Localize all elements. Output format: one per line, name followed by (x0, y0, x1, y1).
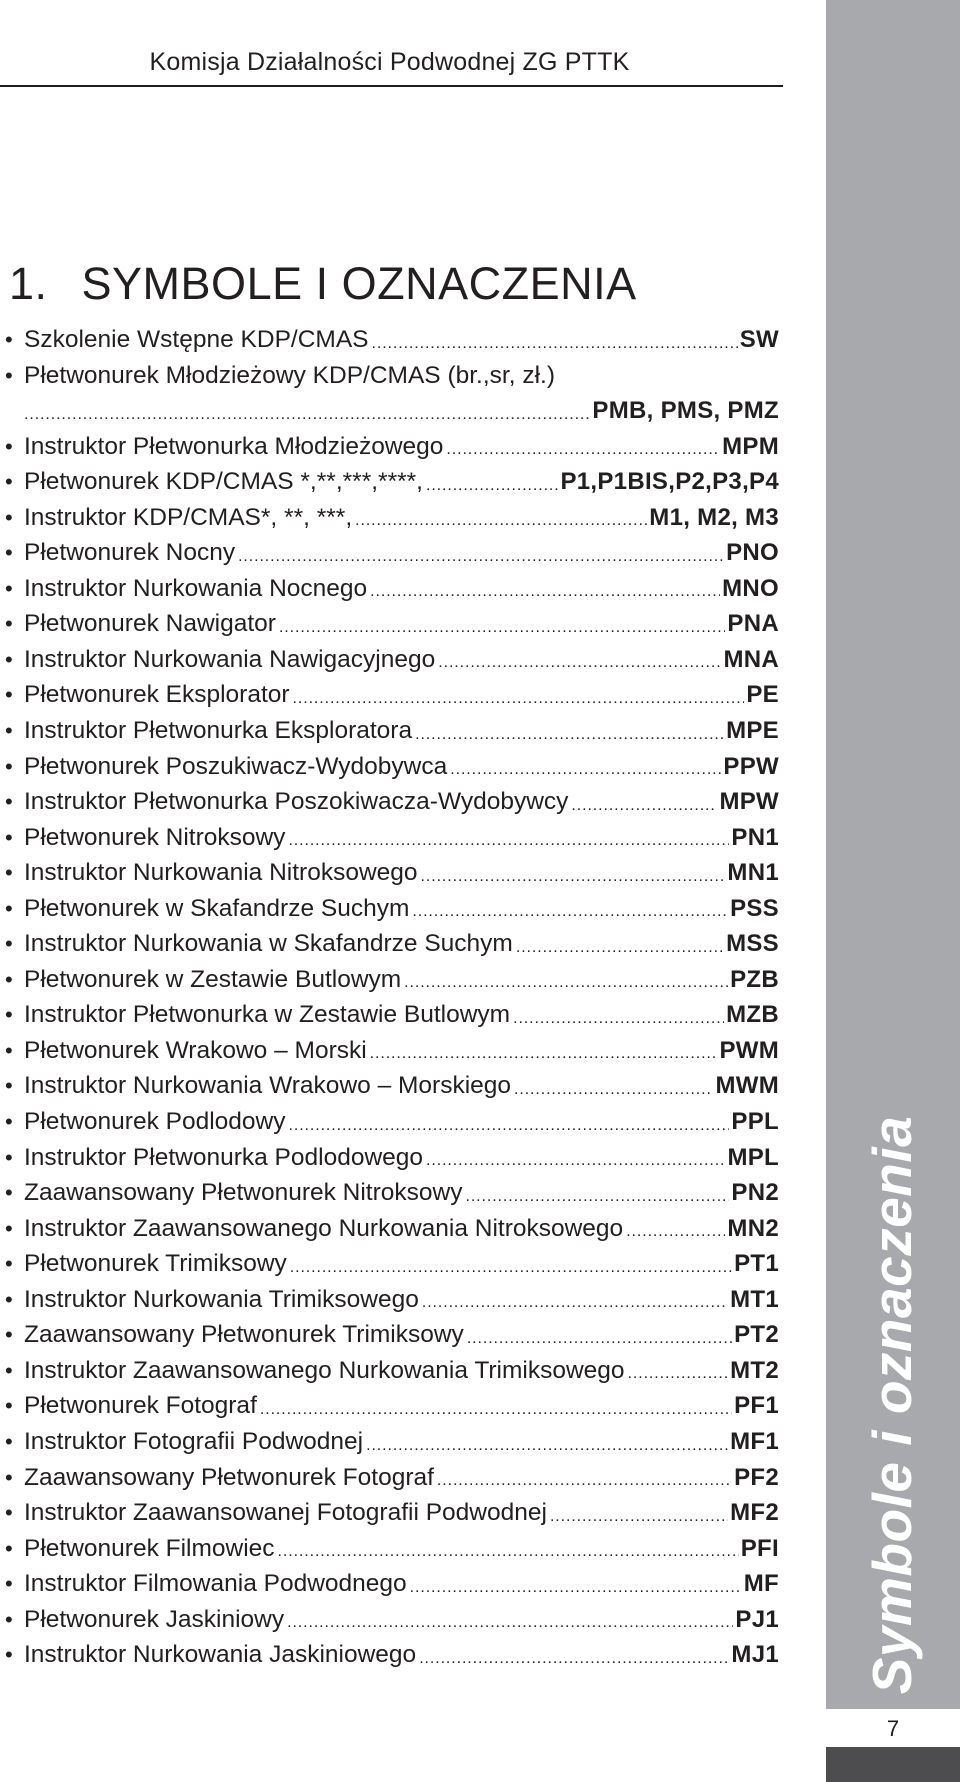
bullet-icon: • (5, 1109, 13, 1135)
list-item (0, 891, 779, 927)
bullet-icon: • (5, 1606, 13, 1632)
bullet-icon: • (5, 469, 13, 495)
dot-leader (446, 429, 720, 464)
entry-label: Instruktor Płetwonurka Podlodowego (24, 1143, 424, 1171)
bullet-icon: • (5, 575, 13, 601)
list-item (0, 1531, 779, 1567)
dot-leader (24, 394, 590, 429)
list-item (0, 1495, 779, 1531)
entry-symbol: MPL (727, 1143, 779, 1171)
entry-label: Zaawansowany Płetwonurek Fotograf (24, 1463, 434, 1491)
entry-symbol: MT2 (730, 1356, 779, 1384)
dot-leader (410, 1567, 742, 1602)
dot-leader (438, 642, 721, 677)
section-title (9, 258, 637, 310)
entry-symbol: PZB (730, 965, 779, 993)
entry-label: Instruktor Płetwonurka Poszokiwacza-Wydobywcy (24, 788, 569, 816)
entry-symbol: MWM (715, 1072, 779, 1100)
entry-label: Instruktor Nurkowania Trimiksowego (24, 1285, 419, 1313)
entry-label: Płetwonurek KDP/CMAS *,**,***,****, (24, 468, 423, 496)
dot-leader (287, 1602, 733, 1637)
list-item (0, 358, 779, 394)
bullet-icon: • (5, 327, 13, 352)
entry-symbol: MJ1 (731, 1641, 779, 1669)
entry-symbol: PN1 (731, 823, 779, 851)
entry-symbol: MZB (726, 1001, 779, 1029)
entry-label: Instruktor Nurkowania Nawigacyjnego (24, 645, 436, 673)
bullet-icon: • (5, 895, 13, 921)
entry-label: Płetwonurek Nocny (24, 539, 236, 567)
list-item (0, 1175, 779, 1211)
entry-symbol: PWM (719, 1036, 779, 1064)
dot-leader (513, 998, 724, 1033)
list-item (0, 1140, 779, 1176)
list-item (0, 429, 779, 465)
entry-label: Instruktor Zaawansowanego Nurkowania Nitroksowego (24, 1214, 624, 1242)
list-item (0, 962, 779, 998)
page-number: 7 (826, 1711, 960, 1747)
bullet-icon: • (5, 1251, 13, 1277)
bullet-icon: • (5, 682, 13, 708)
bullet-icon: • (5, 718, 13, 744)
list-item (0, 642, 779, 678)
dot-leader (426, 465, 558, 500)
dot-leader (289, 1105, 730, 1140)
entry-label: Instruktor Płetwonurka Młodzieżowego (24, 432, 444, 460)
entry-symbol: PF2 (734, 1463, 779, 1491)
bullet-icon: • (5, 1180, 13, 1206)
entry-symbol: PPL (731, 1108, 779, 1136)
bullet-icon: • (5, 1500, 13, 1526)
entry-label: Płetwonurek Trimiksowy (24, 1250, 287, 1278)
dot-leader (293, 678, 745, 713)
entry-label: Płetwonurek Jaskiniowy (24, 1605, 285, 1633)
entry-label: Zaawansowany Płetwonurek Nitroksowy (24, 1179, 463, 1207)
bullet-icon: • (5, 362, 13, 388)
bullet-icon: • (5, 1286, 13, 1312)
bullet-icon: • (5, 611, 13, 637)
dot-leader (421, 856, 726, 891)
entry-symbol: PN2 (731, 1179, 779, 1207)
entry-label: Instruktor Płetwonurka Eksploratora (24, 717, 413, 745)
bullet-icon: • (5, 1073, 13, 1099)
dot-leader (278, 1531, 739, 1566)
entry-symbol: MNA (723, 645, 779, 673)
entry-symbol: MF2 (730, 1499, 779, 1527)
bullet-icon: • (5, 1144, 13, 1170)
dot-leader (415, 714, 724, 749)
entry-label: Płetwonurek Nawigator (24, 610, 276, 638)
list-item (0, 535, 779, 571)
bullet-icon: • (5, 860, 13, 886)
dot-leader (516, 927, 724, 962)
entry-symbol: M1, M2, M3 (649, 503, 779, 531)
bullet-icon: • (5, 789, 13, 815)
list-item (0, 997, 779, 1033)
list-item (0, 1602, 779, 1638)
side-tab-title: Symbole i oznaczenia (861, 1115, 923, 1695)
list-item (0, 1246, 779, 1282)
entry-symbol: MN2 (727, 1214, 779, 1242)
dot-leader (355, 500, 647, 535)
list-item (0, 1460, 779, 1496)
dot-leader (426, 1140, 725, 1175)
dot-leader (437, 1460, 732, 1495)
entry-label: Płetwonurek w Zestawie Butlowym (24, 965, 402, 993)
list-item (0, 1317, 779, 1353)
dot-leader (279, 607, 725, 642)
list-item (0, 500, 779, 536)
list-item (0, 1211, 779, 1247)
header-divider (0, 85, 783, 87)
bullet-icon: • (5, 540, 13, 566)
symbols-list (0, 322, 779, 1673)
dot-leader (412, 891, 728, 926)
dot-leader (288, 820, 729, 855)
list-item (0, 1566, 779, 1602)
bullet-icon: • (5, 433, 13, 459)
entry-label: Płetwonurek Eksplorator (24, 681, 290, 709)
list-item (0, 1424, 779, 1460)
entry-label: Płetwonurek Filmowiec (24, 1534, 275, 1562)
entry-label: Płetwonurek Poszukiwacz-Wydobywca (24, 752, 448, 780)
dot-leader (550, 1496, 728, 1531)
entry-symbol: PNA (727, 610, 779, 638)
bullet-icon: • (5, 1002, 13, 1028)
dot-leader (366, 1425, 728, 1460)
entry-label: Płetwonurek Wrakowo – Morski (24, 1036, 367, 1064)
entry-symbol: MPE (726, 717, 779, 745)
dot-leader (370, 571, 720, 606)
entry-symbol: PNO (726, 539, 779, 567)
dot-leader (465, 1176, 729, 1211)
dot-leader (404, 962, 728, 997)
list-item (0, 677, 779, 713)
entry-label: Instruktor Nurkowania Jaskiniowego (24, 1641, 417, 1669)
bullet-icon: • (5, 1215, 13, 1241)
entry-label: Instruktor Nurkowania Nitroksowego (24, 859, 418, 887)
dot-leader (450, 749, 721, 784)
dot-leader (514, 1069, 713, 1104)
dot-leader (370, 1033, 718, 1068)
dot-leader (422, 1282, 728, 1317)
entry-symbol: PPW (723, 752, 779, 780)
entry-symbol: MF1 (730, 1427, 779, 1455)
entry-symbol: MPW (719, 788, 779, 816)
list-item (0, 1104, 779, 1140)
list-item (0, 1282, 779, 1318)
entry-label: Płetwonurek Podlodowy (24, 1108, 286, 1136)
bullet-icon: • (5, 1357, 13, 1383)
entry-label: Płetwonurek Fotograf (24, 1392, 257, 1420)
entry-symbol: MT1 (730, 1285, 779, 1313)
bullet-icon: • (5, 1393, 13, 1419)
list-item (0, 749, 779, 785)
entry-symbol: MF (743, 1570, 779, 1598)
entry-symbol: MNO (722, 574, 779, 602)
dot-leader (626, 1211, 725, 1246)
bullet-icon: • (5, 1428, 13, 1454)
entry-symbol: PT1 (734, 1250, 779, 1278)
entry-symbol: MPM (722, 432, 779, 460)
list-item (0, 606, 779, 642)
list-item (0, 855, 779, 891)
dot-leader (372, 323, 738, 358)
entry-label: Instruktor Płetwonurka w Zestawie Butlowym (24, 1001, 511, 1029)
footer-bar (826, 1747, 960, 1782)
dot-leader (238, 536, 724, 571)
bullet-icon: • (5, 1037, 13, 1063)
entry-label: Instruktor Nurkowania w Skafandrze Suchym (24, 930, 513, 958)
entry-label: Płetwonurek Nitroksowy (24, 823, 286, 851)
entry-symbol: PF1 (734, 1392, 779, 1420)
list-item (0, 1637, 779, 1673)
entry-symbol: P1,P1BIS,P2,P3,P4 (560, 468, 779, 496)
entry-label: Instruktor Nurkowania Wrakowo – Morskiego (24, 1072, 512, 1100)
bullet-icon: • (5, 1535, 13, 1561)
entry-label: Instruktor Zaawansowanej Fotografii Podwodnej (24, 1499, 547, 1527)
list-item (0, 464, 779, 500)
entry-symbol: SW (739, 326, 779, 353)
entry-label: Szkolenie Wstępne KDP/CMAS (24, 326, 369, 353)
list-item (0, 1068, 779, 1104)
bullet-icon: • (5, 1571, 13, 1597)
bullet-icon: • (5, 931, 13, 957)
entry-label: Instruktor KDP/CMAS*, **, ***, (24, 503, 353, 531)
list-item (0, 713, 779, 749)
entry-label: Instruktor Zaawansowanego Nurkowania Trimiksowego (24, 1356, 625, 1384)
dot-leader (571, 785, 717, 820)
list-item (0, 926, 779, 962)
list-item (0, 820, 779, 856)
section-title-text: SYMBOLE I OZNACZENIA (81, 258, 637, 310)
entry-label: Instruktor Fotografii Podwodnej (24, 1427, 364, 1455)
entry-symbol: MN1 (727, 859, 779, 887)
entry-label: Płetwonurek Młodzieżowy KDP/CMAS (br.,sr, zł.) (24, 361, 555, 389)
entry-label: Instruktor Nurkowania Nocnego (24, 574, 368, 602)
bullet-icon: • (5, 1322, 13, 1348)
dot-leader (290, 1247, 732, 1282)
entry-label: Instruktor Filmowania Podwodnego (24, 1570, 407, 1598)
list-item (0, 393, 779, 429)
list-item (0, 1388, 779, 1424)
entry-label: Zaawansowany Płetwonurek Trimiksowy (24, 1321, 464, 1349)
bullet-icon: • (5, 504, 13, 530)
entry-label: Płetwonurek w Skafandrze Suchym (24, 894, 410, 922)
running-header: Komisja Działalności Podwodnej ZG PTTK (149, 48, 630, 76)
list-item (0, 322, 779, 358)
bullet-icon: • (5, 966, 13, 992)
list-item (0, 571, 779, 607)
dot-leader (260, 1389, 732, 1424)
list-item (0, 1033, 779, 1069)
dot-leader (419, 1638, 729, 1673)
entry-symbol: PE (746, 681, 779, 709)
entry-symbol: PFI (740, 1534, 779, 1562)
section-number: 1. (9, 258, 48, 310)
bullet-icon: • (5, 1464, 13, 1490)
list-item (0, 1353, 779, 1389)
bullet-icon: • (5, 646, 13, 672)
entry-symbol: PJ1 (735, 1605, 779, 1633)
entry-symbol: MSS (726, 930, 779, 958)
entry-symbol: PMB, PMS, PMZ (592, 397, 779, 425)
dot-leader (628, 1353, 729, 1388)
dot-leader (467, 1318, 732, 1353)
entry-symbol: PSS (730, 894, 779, 922)
list-item (0, 784, 779, 820)
bullet-icon: • (5, 824, 13, 850)
bullet-icon: • (5, 753, 13, 779)
bullet-icon: • (5, 1642, 13, 1668)
entry-symbol: PT2 (734, 1321, 779, 1349)
